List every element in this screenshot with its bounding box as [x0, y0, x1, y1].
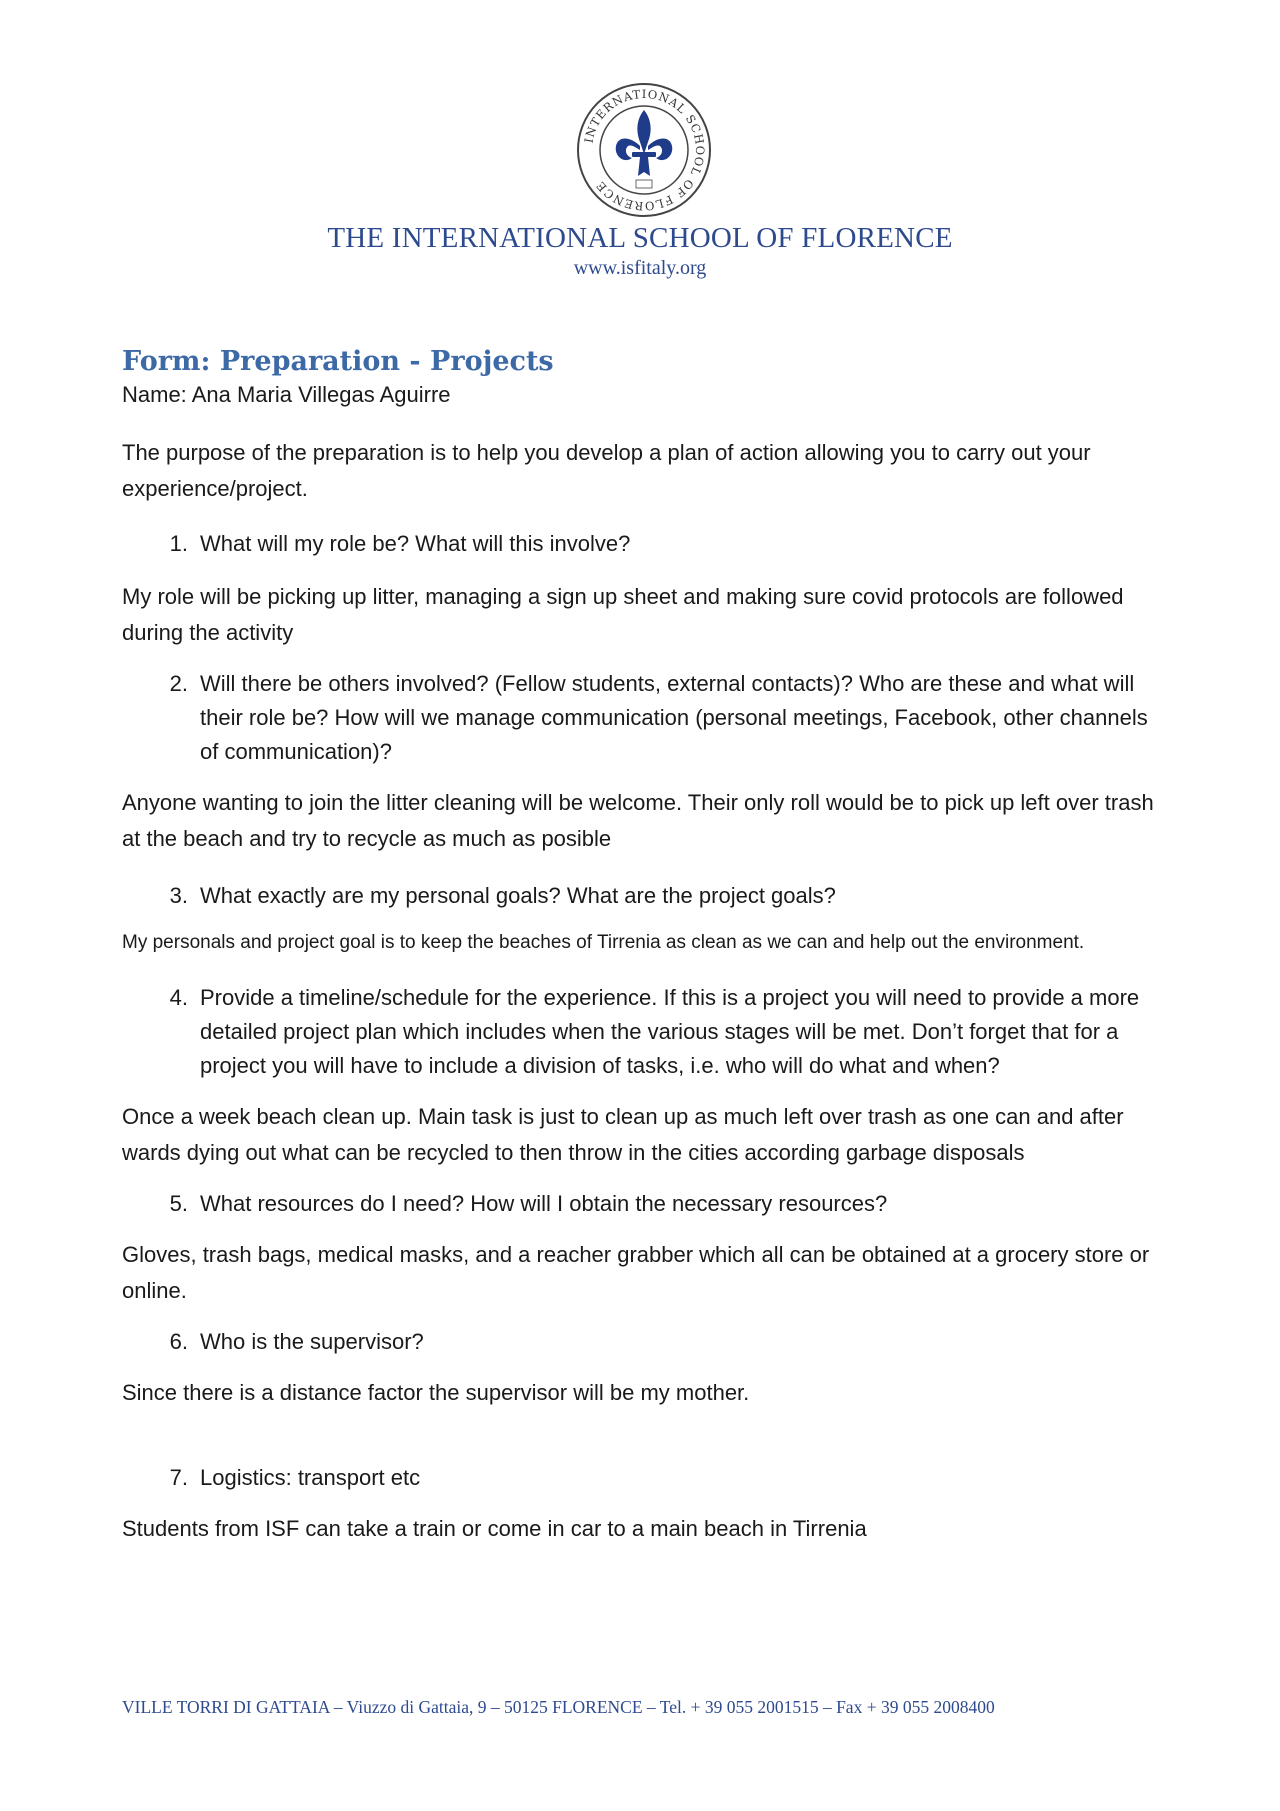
fleur-de-lis-icon: [616, 110, 673, 176]
answer-text: Anyone wanting to join the litter cleaning will be welcome. Their only roll would be to pick up left over trash at the beach and try to recycle as much as posible: [122, 790, 1154, 851]
answer-text: Since there is a distance factor the supervisor will be my mother.: [122, 1380, 750, 1405]
question-item: [122, 879, 1172, 913]
school-name: THE INTERNATIONAL SCHOOL OF FLORENCE: [327, 222, 953, 254]
form-content: [122, 344, 1172, 1547]
answer-text: Once a week beach clean up. Main task is just to clean up as much left over trash as one can and after wards dying out what can be recycled to then throw in the cities according garbage disposals: [122, 1104, 1124, 1165]
question-item: [122, 667, 1172, 769]
question-item: [122, 981, 1172, 1083]
school-logo: [574, 80, 714, 220]
question-number: 3.: [169, 883, 188, 908]
question-item: [122, 1187, 1172, 1221]
question-item: [122, 1461, 1172, 1495]
answer-text: My role will be picking up litter, managing a sign up sheet and making sure covid protocols are followed during the activity: [122, 584, 1124, 645]
school-website-link[interactable]: www.isfitaly.org: [573, 257, 707, 279]
question-item: [122, 527, 1172, 561]
question-text: Logistics: transport etc: [200, 1465, 421, 1490]
form-title: Form: Preparation - Projects: [122, 346, 554, 377]
form-intro: The purpose of the preparation is to help you develop a plan of action allowing you to carry out your experience/project.: [122, 440, 1091, 501]
answer-text: Gloves, trash bags, medical masks, and a reacher grabber which all can be obtained at a grocery store or online.: [122, 1242, 1150, 1303]
answer-text: My personals and project goal is to keep the beaches of Tirrenia as clean as we can and help out the environment.: [122, 932, 1085, 953]
question-text: Will there be others involved? (Fellow students, external contacts)? Who are these and what will their role be? How will we manage communication (personal meetings, Facebook, other channels of communication)?: [200, 671, 1148, 764]
question-number: 1.: [169, 531, 188, 556]
question-text: Provide a timeline/schedule for the experience. If this is a project you will need to provide a more detailed project plan which includes when the various stages will be met. Don’t forget that for a project you will have to include a division of tasks, i.e. who will do what and when?: [200, 985, 1140, 1078]
question-number: 2.: [169, 671, 188, 696]
question-number: 7.: [169, 1465, 188, 1490]
question-item: [122, 1325, 1172, 1359]
footer-address: VILLE TORRI DI GATTAIA – Viuzzo di Gattaia, 9 – 50125 FLORENCE – Tel. + 39 055 2001515 – Fax + 39 055 2008400: [122, 1697, 995, 1717]
student-name: Name: Ana Maria Villegas Aguirre: [122, 382, 451, 407]
logo-ring-text: INTERNATIONAL SCHOOL OF FLORENCE: [581, 86, 708, 214]
question-text: Who is the supervisor?: [200, 1329, 424, 1354]
question-number: 4.: [169, 985, 188, 1010]
question-number: 5.: [169, 1191, 188, 1216]
question-text: What will my role be? What will this involve?: [200, 531, 631, 556]
question-text: What resources do I need? How will I obtain the necessary resources?: [200, 1191, 888, 1216]
question-text: What exactly are my personal goals? What are the project goals?: [200, 883, 836, 908]
question-number: 6.: [169, 1329, 188, 1354]
answer-text: Students from ISF can take a train or come in car to a main beach in Tirrenia: [122, 1516, 867, 1541]
